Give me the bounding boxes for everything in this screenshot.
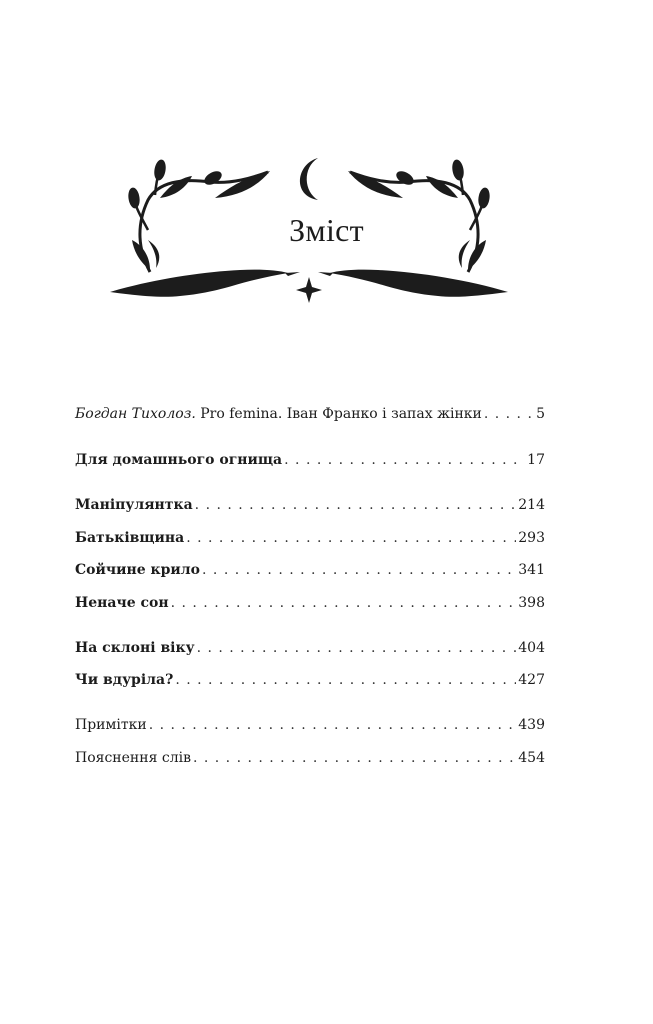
toc-entry[interactable]: [75, 715, 545, 735]
dot-leader: [202, 560, 516, 580]
toc-entry[interactable]: [75, 593, 545, 613]
toc-entry-page: 5: [536, 406, 545, 422]
toc-entry-page: 439: [518, 717, 545, 733]
toc-entry-title: Батьківщина: [75, 530, 185, 546]
toc-entry[interactable]: [75, 404, 545, 424]
dot-leader: [195, 495, 517, 515]
toc-entry-title: Пояснення слів: [75, 750, 191, 766]
quill-feather-icon: [110, 270, 300, 297]
toc-entry-title: Pro femina. Іван Франко і запах жінки: [195, 406, 482, 422]
toc-entry-page: 17: [527, 452, 545, 468]
dot-leader: [193, 748, 516, 768]
quill-feather-icon: [318, 270, 508, 297]
heading-ornament: [0, 0, 653, 340]
toc-entry-title: Для домашнього огнища: [75, 452, 283, 468]
dot-leader: [149, 715, 517, 735]
dot-leader: [284, 450, 525, 470]
page-title: Зміст: [289, 212, 364, 248]
toc-entry[interactable]: [75, 528, 545, 548]
toc-entry-page: 427: [518, 672, 545, 688]
four-point-star-icon: [296, 277, 322, 303]
toc-entry-title: Чи вдуріла?: [75, 672, 174, 688]
toc-entry[interactable]: [75, 670, 545, 690]
toc-entry-page: 454: [518, 750, 545, 766]
toc-entry[interactable]: [75, 638, 545, 658]
dot-leader: [484, 404, 534, 424]
dot-leader: [171, 593, 517, 613]
dot-leader: [175, 670, 516, 690]
toc-entry-page: 404: [518, 640, 545, 656]
toc-entry-title: Неначе сон: [75, 595, 169, 611]
toc-entry-page: 398: [518, 595, 545, 611]
toc-entry-page: 293: [518, 530, 545, 546]
toc-entry-author: Богдан Тихолоз.: [75, 406, 196, 422]
dot-leader: [197, 638, 517, 658]
toc-entry-page: 214: [518, 497, 545, 513]
dot-leader: [186, 528, 516, 548]
toc-entry[interactable]: [75, 560, 545, 580]
toc-entry-title: Маніпулянтка: [75, 497, 193, 513]
toc-entry-title: На склоні віку: [75, 640, 195, 656]
toc-entry[interactable]: [75, 748, 545, 768]
crescent-moon-icon: [300, 158, 318, 200]
toc-entry[interactable]: [75, 450, 545, 470]
toc-entry[interactable]: [75, 495, 545, 515]
toc-entry-page: 341: [518, 562, 545, 578]
toc-entry-title: Примітки: [75, 717, 147, 733]
toc-entry-title: Сойчине крило: [75, 562, 201, 578]
toc-entry-label: [75, 404, 482, 424]
